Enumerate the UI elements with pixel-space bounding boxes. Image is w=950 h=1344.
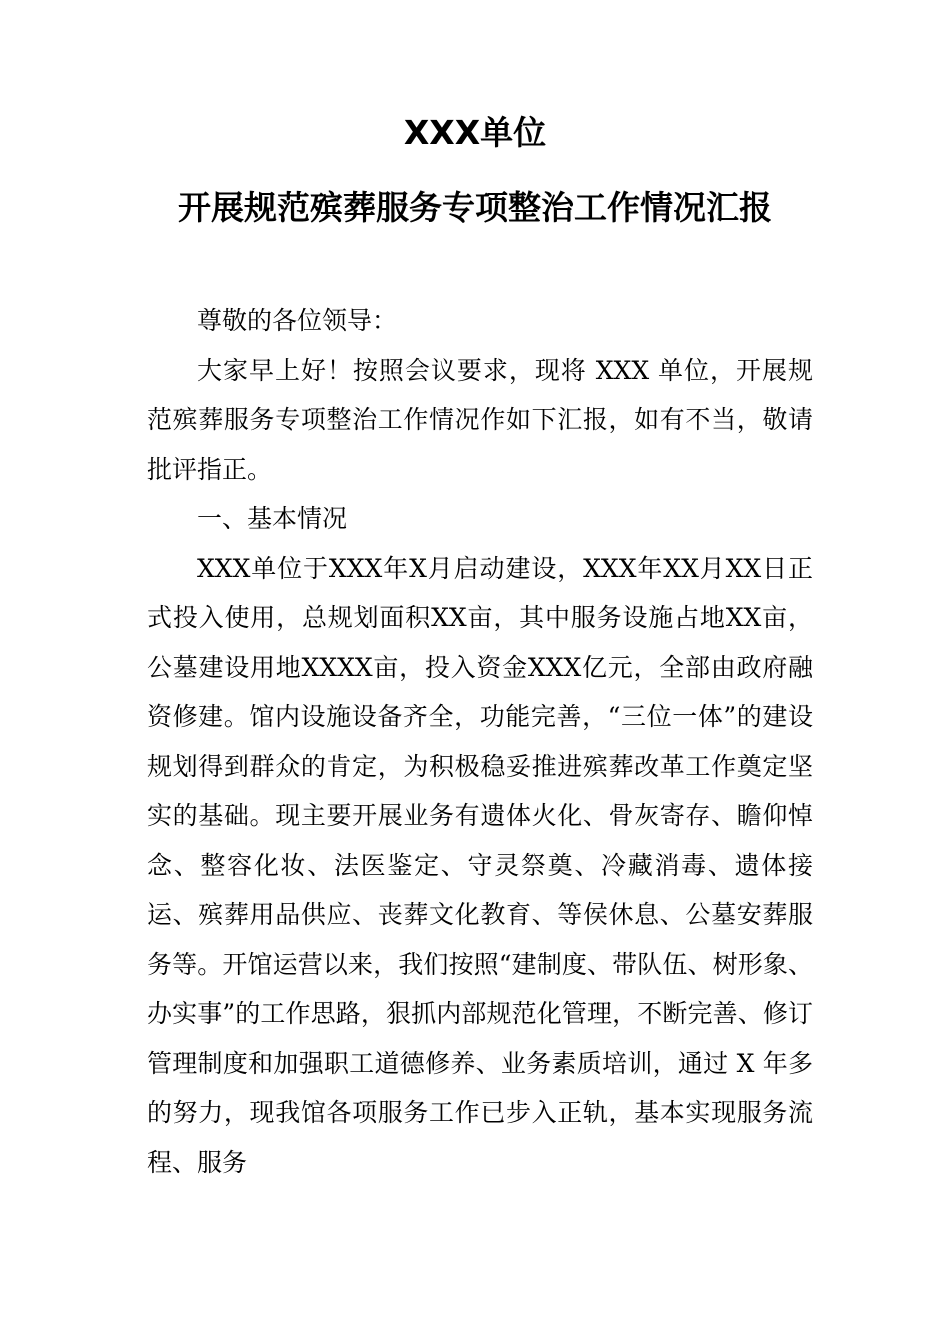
salutation: 尊敬的各位领导：: [197, 306, 398, 335]
document-body: [147, 296, 813, 1187]
paragraph-intro: 大家早上好！按照会议要求，现将 XXX 单位，开展规范殡葬服务专项整治工作情况作如下汇报，如有不当，敬请批评指正。: [147, 355, 813, 484]
document-title-line1: XXX单位: [403, 113, 547, 152]
document-title-line2: 开展规范殡葬服务专项整治工作情况汇报: [178, 188, 772, 227]
section-heading-basic-situation: 一、基本情况: [197, 504, 348, 533]
paragraph-basic-situation: XXX单位于XXX年X月启动建设，XXX年XX月XX日正式投入使用，总规划面积XX亩，其中服务设施占地XX亩，公墓建设用地XXXX亩，投入资金XXX亿元，全部由政府融资修建。馆内设施设备齐全，功能完善，“三位一体”的建设规划得到群众的肯定，为积极稳妥推进殡葬改革工作奠定坚实的基础。现主要开展业务有遗体火化、骨灰寄存、瞻仰悼念、整容化妆、法医鉴定、守灵祭奠、冷藏消毒、遗体接运、殡葬用品供应、丧葬文化教育、等侯休息、公墓安葬服务等。开馆运营以来，我们按照“建制度、带队伍、树形象、办实事”的工作思路，狠抓内部规范化管理，不断完善、修订管理制度和加强职工道德修养、业务素质培训，通过 X 年多的努力，现我馆各项服务工作已步入正轨，基本实现服务流程、服务: [147, 553, 813, 1177]
